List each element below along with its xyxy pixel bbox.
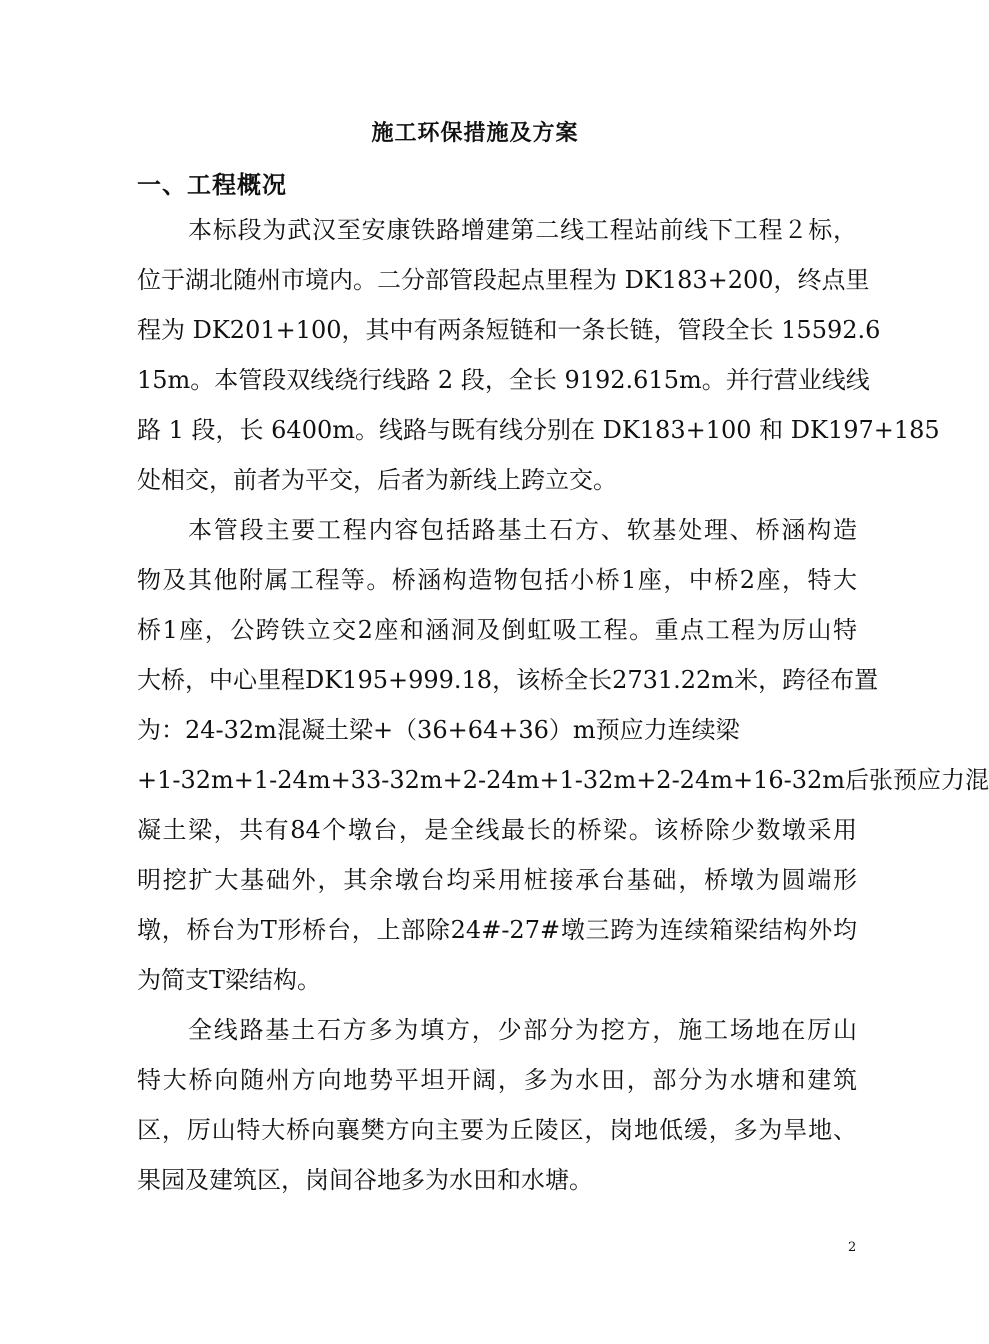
section-heading: 一、工程概况 xyxy=(137,170,287,199)
paragraph-2-line-6: +1-32m+1-24m+33-32m+2-24m+1-32m+2-24m+16-32m后张预应力混 xyxy=(137,766,989,794)
paragraph-2-line-8: 明挖扩大基础外，其余墩台均采用桩接承台基础，桥墩为圆端形 xyxy=(137,866,857,894)
paragraph-3-line-3: 区，厉山特大桥向襄樊方向主要为丘陵区，岗地低缓，多为旱地、 xyxy=(137,1116,857,1144)
document-title: 施工环保措施及方案 xyxy=(371,120,579,146)
page-number: 2 xyxy=(848,1240,857,1255)
paragraph-2-line-1: 本管段主要工程内容包括路基土石方、软基处理、桥涵构造 xyxy=(188,516,857,544)
paragraph-1-line-6: 处相交，前者为平交，后者为新线上跨立交。 xyxy=(137,466,617,494)
paragraph-2-line-7: 凝土梁，共有84个墩台，是全线最长的桥梁。该桥除少数墩采用 xyxy=(137,816,857,844)
paragraph-2-line-9: 墩，桥台为T形桥台，上部除24#-27#墩三跨为连续箱梁结构外均 xyxy=(137,916,857,944)
paragraph-3-line-4: 果园及建筑区，岗间谷地多为水田和水塘。 xyxy=(137,1166,593,1194)
paragraph-2-line-4: 大桥，中心里程DK195+999.18，该桥全长2731.22m米，跨径布置 xyxy=(137,666,879,694)
paragraph-1-line-4: 15m。本管段双线绕行线路 2 段，全长 9192.615m。并行营业线线 xyxy=(137,366,870,394)
paragraph-2-line-5: 为：24-32m混凝土梁+（36+64+36）m预应力连续梁 xyxy=(137,716,740,744)
paragraph-2-line-3: 桥1座，公跨铁立交2座和涵洞及倒虹吸工程。重点工程为厉山特 xyxy=(137,616,857,644)
paragraph-3-line-1: 全线路基土石方多为填方，少部分为挖方，施工场地在厉山 xyxy=(188,1016,857,1044)
paragraph-2-line-2: 物及其他附属工程等。桥涵构造物包括小桥1座，中桥2座，特大 xyxy=(137,566,857,594)
paragraph-1-line-1: 本标段为武汉至安康铁路增建第二线工程站前线下工程２标， xyxy=(188,216,857,244)
paragraph-3-line-2: 特大桥向随州方向地势平坦开阔，多为水田，部分为水塘和建筑 xyxy=(137,1066,857,1094)
paragraph-1-line-2: 位于湖北随州市境内。二分部管段起点里程为 DK183+200，终点里 xyxy=(137,266,870,294)
paragraph-1-line-3: 程为 DK201+100，其中有两条短链和一条长链，管段全长 15592.6 xyxy=(137,316,881,344)
paragraph-1-line-5: 路 1 段，长 6400m。线路与既有线分别在 DK183+100 和 DK197+185 xyxy=(137,416,940,444)
paragraph-2-line-10: 为简支T梁结构。 xyxy=(137,966,322,994)
